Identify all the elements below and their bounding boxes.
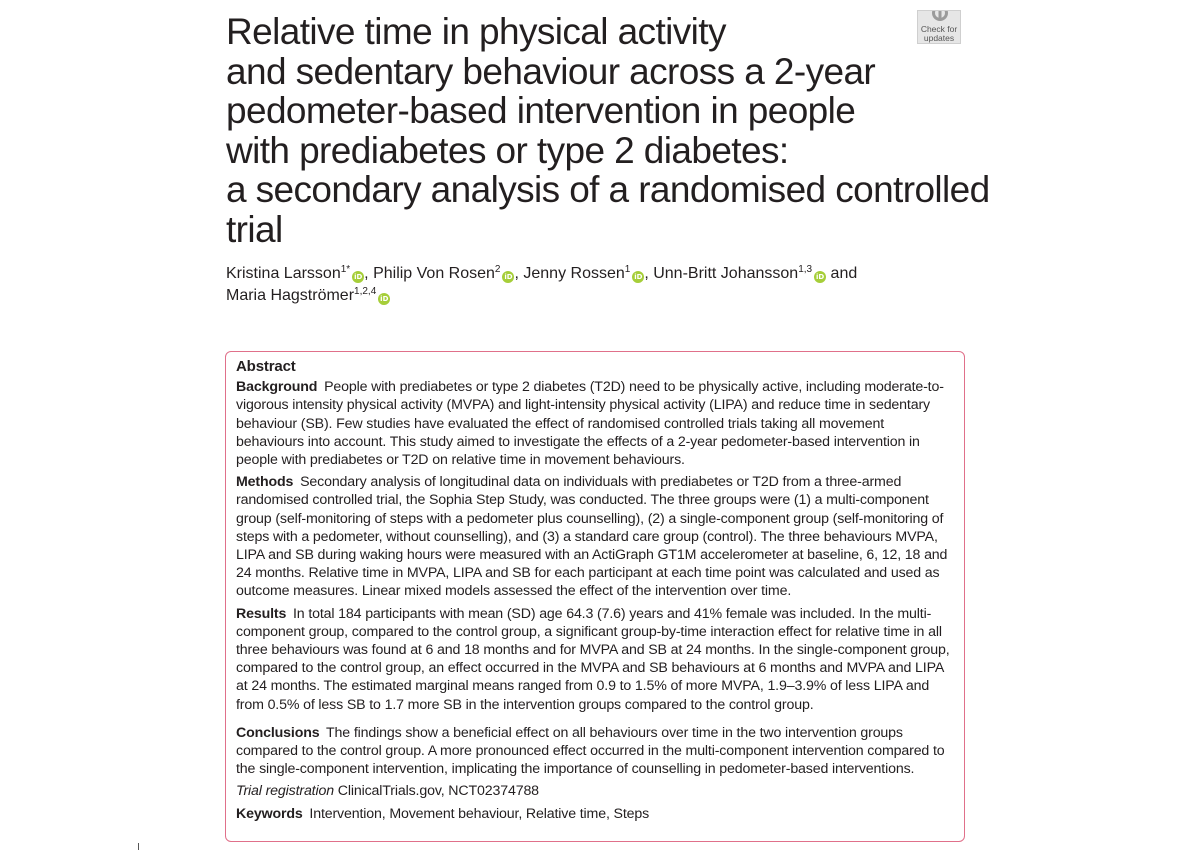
author-separator: ,: [364, 265, 374, 282]
abstract-conclusions: [236, 724, 954, 779]
orcid-icon[interactable]: iD: [354, 273, 363, 281]
orcid-icon[interactable]: iD: [504, 273, 513, 281]
author-affiliation: 1,2,4: [354, 286, 377, 297]
title-line: pedometer-based intervention in people: [226, 90, 856, 131]
trial-label: Trial registration: [236, 783, 334, 800]
author-affiliation: 2: [494, 264, 501, 275]
abstract-methods: [236, 473, 954, 600]
title-line: and sedentary behaviour across a 2-year: [226, 50, 876, 92]
crossmark-line1: Check for: [920, 24, 958, 34]
title-line: a secondary analysis of a randomised controlled: [226, 169, 990, 210]
abstract-results: [236, 605, 954, 714]
check-for-updates-badge[interactable]: [917, 10, 961, 44]
crossmark-line2: updates: [923, 33, 955, 43]
results-text: In total 184 participants with mean (SD) age 64.3 (7.6) years and 41% female was included. In the multi-component group, compared to the control group, a significant group-by-time interaction effect for relative time in all three behaviours was found at 6 and 18 months and for MVPA and SB at 24 months. In the single-component group, compared to the control group, an effect occurred in the MVPA and SB behaviours at 6 months and MVPA and LIPA at 24 months. The estimated marginal means ranged from 0.9 to 1.5% of more MVPA, 1.9–3.9% of less LIPA and from 0.5% of less SB to 1.7 more SB in the intervention groups compared to the control group.: [236, 605, 950, 713]
results-label: Results: [236, 605, 287, 622]
keywords-text: Intervention, Movement behaviour, Relative time, Steps: [309, 805, 650, 822]
author-and: and: [826, 265, 858, 282]
title-line: with prediabetes or type 2 diabetes:: [226, 129, 789, 171]
methods-text: Secondary analysis of longitudinal data on individuals with prediabetes or T2D from a three-armed randomised controlled trial, the Sophia Step Study, was conducted. The three groups were (1) a multi-component group (self-monitoring of steps with a pedometer plus counselling), (2) a single-component group (self-monitoring of steps with a pedometer, without counselling), and (3) a standard care group (control). The three behaviours MVPA, LIPA and SB during waking hours were measured with an ActiGraph GT1M accelerometer at baseline, 6, 12, 18 and 24 months. Relative time in MVPA, LIPA and SB for each participant at each time point was calculated and used as outcome measures. Linear mixed models assessed the effect of the intervention over time.: [236, 474, 948, 600]
crossmark-icon: [931, 10, 949, 22]
author-affiliation: 1,3: [798, 264, 813, 275]
author-affiliation: 1: [624, 264, 631, 275]
author-name[interactable]: Unn-Britt Johansson: [653, 265, 799, 282]
abstract: [236, 358, 954, 827]
trial-text[interactable]: ClinicalTrials.gov, NCT02374788: [337, 783, 539, 800]
orcid-icon[interactable]: iD: [634, 273, 643, 281]
author-name[interactable]: Philip Von Rosen: [373, 265, 495, 282]
abstract-background: [236, 378, 954, 469]
author-separator: ,: [514, 265, 524, 282]
abstract-trial-registration: [236, 782, 954, 800]
author-name[interactable]: Kristina Larsson: [226, 265, 341, 282]
author-separator: ,: [644, 265, 654, 282]
author-affiliation: 1*: [340, 264, 351, 275]
methods-label: Methods: [236, 474, 294, 491]
orcid-icon[interactable]: iD: [815, 273, 825, 281]
abstract-heading: Abstract: [236, 358, 296, 375]
orcid-icon[interactable]: iD: [380, 295, 389, 303]
title-line: trial: [226, 208, 283, 250]
margin-mark: [138, 843, 139, 850]
background-text: People with prediabetes or type 2 diabetes (T2D) need to be physically active, including moderate-to-vigorous intensity physical activity (MVPA) and light-intensity physical activity (LIPA) and reduce time in sedentary behaviour (SB). Few studies have evaluated the effect of randomised controlled trials taking all movement behaviours into account. This study aimed to investigate the effects of a 2-year pedometer-based intervention in people with prediabetes or T2D on relative time in movement behaviours.: [236, 379, 944, 469]
author-list: [226, 263, 966, 307]
article-title: [226, 11, 990, 250]
author-name[interactable]: Jenny Rossen: [523, 265, 625, 282]
conclusions-label: Conclusions: [236, 724, 320, 741]
title-line: Relative time in physical activity: [226, 11, 726, 52]
author-name[interactable]: Maria Hagströmer: [226, 287, 355, 304]
keywords-label: Keywords: [236, 805, 303, 822]
conclusions-text: The findings show a beneficial effect on all behaviours over time in the two intervention groups compared to the control group. A more pronounced effect occurred in the multi-component intervention compared to the single-component intervention, implicating the importance of counselling in pedometer-based interventions.: [236, 724, 945, 778]
abstract-keywords: [236, 805, 954, 823]
background-label: Background: [236, 379, 318, 396]
